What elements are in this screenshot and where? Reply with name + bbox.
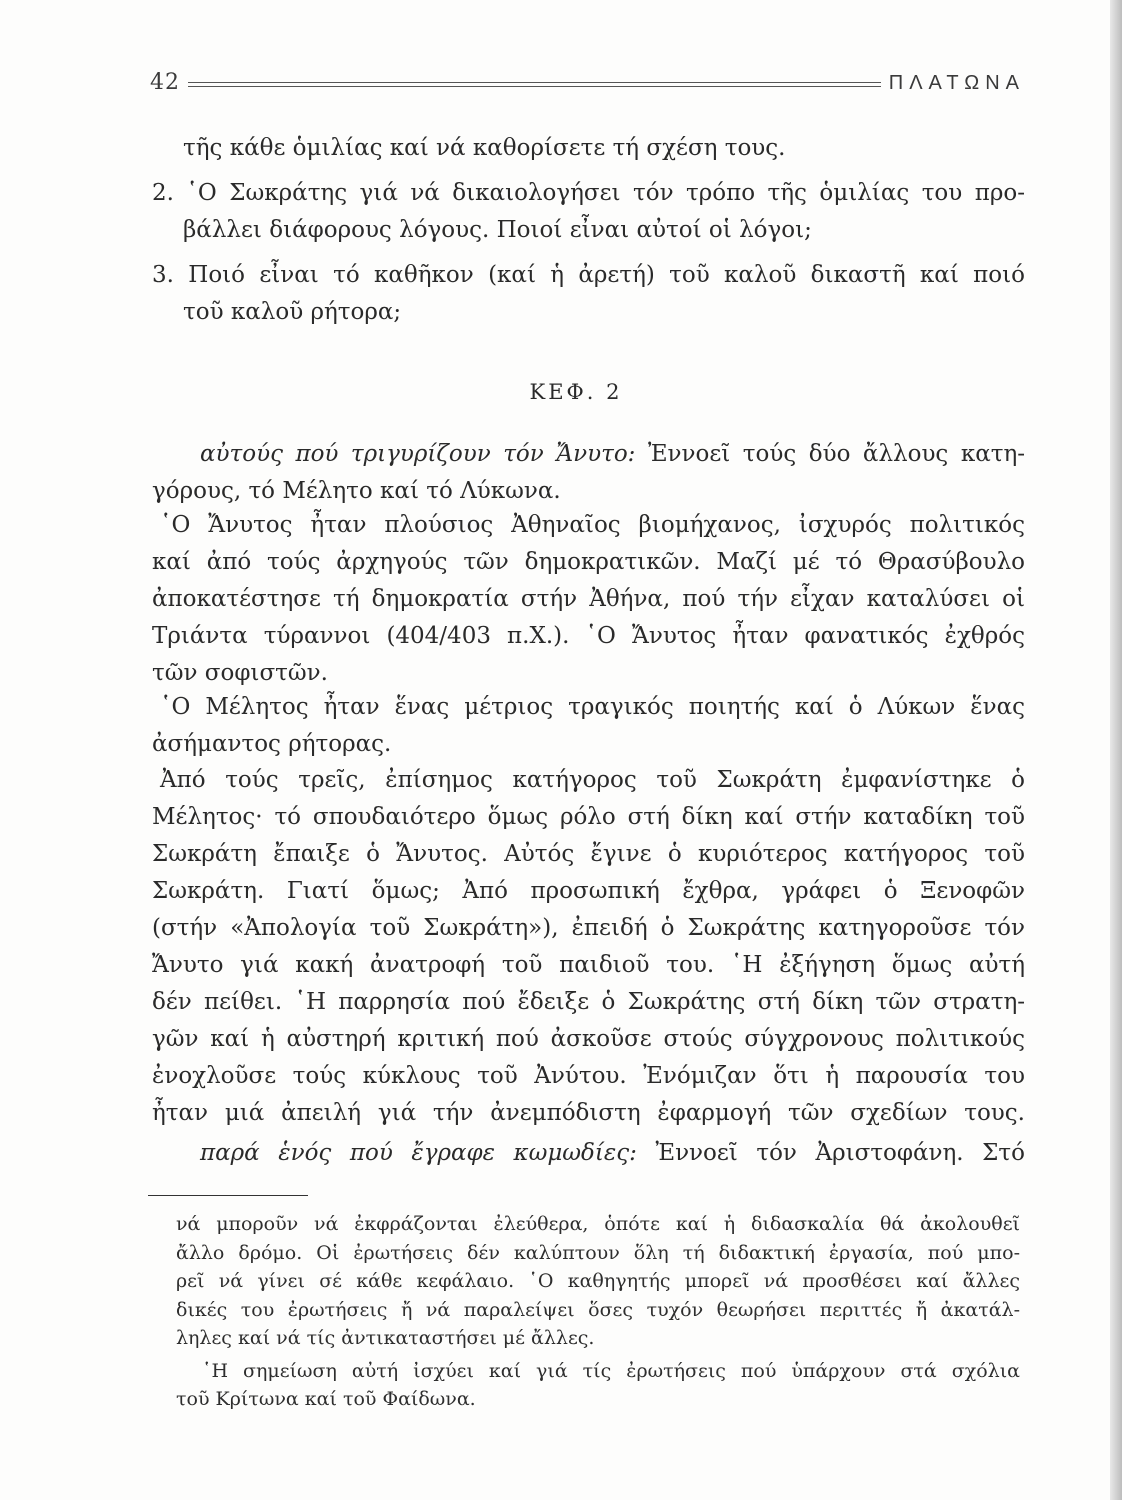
commentary-paragraph-4: [152, 762, 1025, 1132]
paragraph-3-line-2: ἀσήμαντος ρήτορας.: [152, 731, 392, 757]
commentary-paragraph-1: [152, 436, 1025, 510]
footnote-rule: [148, 1195, 308, 1196]
paragraph-4-line-6: Ἄνυτο γιά κακή ἀνατροφή τοῦ παιδιοῦ του. ῾Η ἐξήγηση ὅμως αὐτή: [152, 952, 1025, 978]
question-1-tail: τῆς κάθε ὁμιλίας καί νά καθορίσετε τή σχέση τους.: [183, 135, 786, 161]
question-2-line-1: 2. ῾Ο Σωκράτης γιά νά δικαιολογήσει τόν τρόπο τῆς ὁμιλίας του προ-: [152, 180, 1025, 206]
paragraph-4-line-10: ἦταν μιά ἀπειλή γιά τήν ἀνεμπόδιστη ἐφαρμογή τῶν σχεδίων τους.: [152, 1100, 1025, 1126]
paragraph-4-line-8: γῶν καί ἡ αὐστηρή κριτική πού ἀσκοῦσε στούς σύγχρονους πολιτικούς: [152, 1026, 1025, 1052]
paragraph-4-line-7: δέν πείθει. ῾Η παρρησία πού ἔδειξε ὁ Σωκράτης στή δίκη τῶν στρατη-: [152, 989, 1025, 1015]
question-3-line-1: 3. Ποιό εἶναι τό καθῆκον (καί ἡ ἀρετή) τοῦ καλοῦ δικαστῆ καί ποιό: [152, 262, 1025, 288]
paragraph-1-line-2: γόρους, τό Μέλητο καί τό Λύκωνα.: [152, 478, 561, 504]
lemma-comedies: παρά ἑνός πού ἔγραφε κωμωδίες:: [200, 1140, 637, 1166]
footnote-block: [176, 1210, 1020, 1414]
questions-block: [152, 130, 1025, 331]
paragraph-5-line-1-text: Ἐννοεῖ τόν Ἀριστοφάνη. Στό: [636, 1140, 1025, 1166]
paragraph-4-line-5: (στήν «Ἀπολογία τοῦ Σωκράτη»), ἐπειδή ὁ Σωκράτης κατηγοροῦσε τόν: [152, 915, 1025, 941]
question-3-line-2: τοῦ καλοῦ ρήτορα;: [183, 299, 402, 325]
paragraph-2-line-2: καί ἀπό τούς ἀρχηγούς τῶν δημοκρατικῶν. Μαζί μέ τό Θρασύβουλο: [152, 549, 1025, 575]
footnote-line-4: δικές του ἐρωτήσεις ἤ νά παραλείψει ὅσες τυχόν θεωρήσει περιττές ἤ ἀκατάλ-: [176, 1298, 1020, 1321]
commentary-paragraph-5: [152, 1135, 1025, 1172]
question-2-line-2: βάλλει διάφορους λόγους. Ποιοί εἶναι αὐτοί οἱ λόγοι;: [183, 217, 812, 243]
page-number: 42: [150, 70, 180, 95]
paragraph-4-line-3: Σωκράτη ἔπαιξε ὁ Ἄνυτος. Αὐτός ἔγινε ὁ κυριότερος κατήγορος τοῦ: [152, 841, 1025, 867]
running-header: [150, 70, 1025, 100]
paragraph-4-line-2: Μέλητος· τό σπουδαιότερο ὅμως ρόλο στή δίκη καί στήν καταδίκη τοῦ: [152, 804, 1025, 830]
page-edge-shadow: [1110, 0, 1122, 1500]
chapter-heading: ΚΕΦ. 2: [529, 380, 623, 404]
commentary-paragraph-3: [152, 689, 1025, 763]
footnote-line-3: ρεῖ νά γίνει σέ κάθε κεφάλαιο. ῾Ο καθηγητής μπορεῖ νά προσθέσει καί ἄλλες: [176, 1270, 1020, 1292]
paragraph-4-line-1: Ἀπό τούς τρεῖς, ἐπίσημος κατήγορος τοῦ Σωκράτη ἐμφανίστηκε ὁ: [160, 767, 1025, 793]
footnote-line-5: ληλες καί νά τίς ἀντικαταστήσει μέ ἄλλες.: [176, 1327, 595, 1349]
paragraph-5-line-1: [152, 1135, 1025, 1172]
footnote-line-7: τοῦ Κρίτωνα καί τοῦ Φαίδωνα.: [176, 1388, 476, 1410]
running-title: ΠΛΑΤΩΝΑ: [888, 72, 1025, 94]
paragraph-2-line-1: ῾Ο Ἄνυτος ἦταν πλούσιος Ἀθηναῖος βιομήχανος, ἰσχυρός πολιτικός: [160, 512, 1025, 538]
footnote-line-2: ἄλλο δρόμο. Οἱ ἐρωτήσεις δέν καλύπτουν ὅλη τή διδακτική ἐργασία, πού μπο-: [176, 1241, 1020, 1264]
paragraph-2-line-3: ἀποκατέστησε τή δημοκρατία στήν Ἀθήνα, πού τήν εἶχαν καταλύσει οἱ: [152, 586, 1025, 612]
paragraph-3-line-1: ῾Ο Μέλητος ἦταν ἕνας μέτριος τραγικός ποιητής καί ὁ Λύκων ἕνας: [160, 694, 1025, 720]
footnote-line-6: ῾Η σημείωση αὐτή ἰσχύει καί γιά τίς ἐρωτήσεις πού ὑπάρχουν στά σχόλια: [202, 1359, 1020, 1382]
paragraph-1-line-1-text: Ἐννοεῖ τούς δύο ἄλλους κατη-: [635, 441, 1026, 467]
lemma-anytos: αὐτούς πού τριγυρίζουν τόν Ἄνυτο:: [200, 441, 636, 467]
paragraph-1-line-1: [152, 436, 1025, 473]
paragraph-4-line-9: ἐνοχλοῦσε τούς κύκλους τοῦ Ἀνύτου. Ἐνόμιζαν ὅτι ἡ παρουσία του: [152, 1063, 1025, 1089]
footnote-line-1: νά μποροῦν νά ἐκφράζονται ἐλεύθερα, ὁπότε καί ἡ διδασκαλία θά ἀκολουθεῖ: [176, 1213, 1020, 1235]
paragraph-2-line-5: τῶν σοφιστῶν.: [152, 660, 328, 686]
commentary-paragraph-2: [152, 507, 1025, 692]
header-rule: [188, 82, 881, 87]
paragraph-2-line-4: Τριάντα τύραννοι (404/403 π.Χ.). ῾Ο Ἄνυτος ἦταν φανατικός ἐχθρός: [152, 623, 1025, 649]
paragraph-4-line-4: Σωκράτη. Γιατί ὅμως; Ἀπό προσωπική ἔχθρα, γράφει ὁ Ξενοφῶν: [152, 878, 1025, 904]
